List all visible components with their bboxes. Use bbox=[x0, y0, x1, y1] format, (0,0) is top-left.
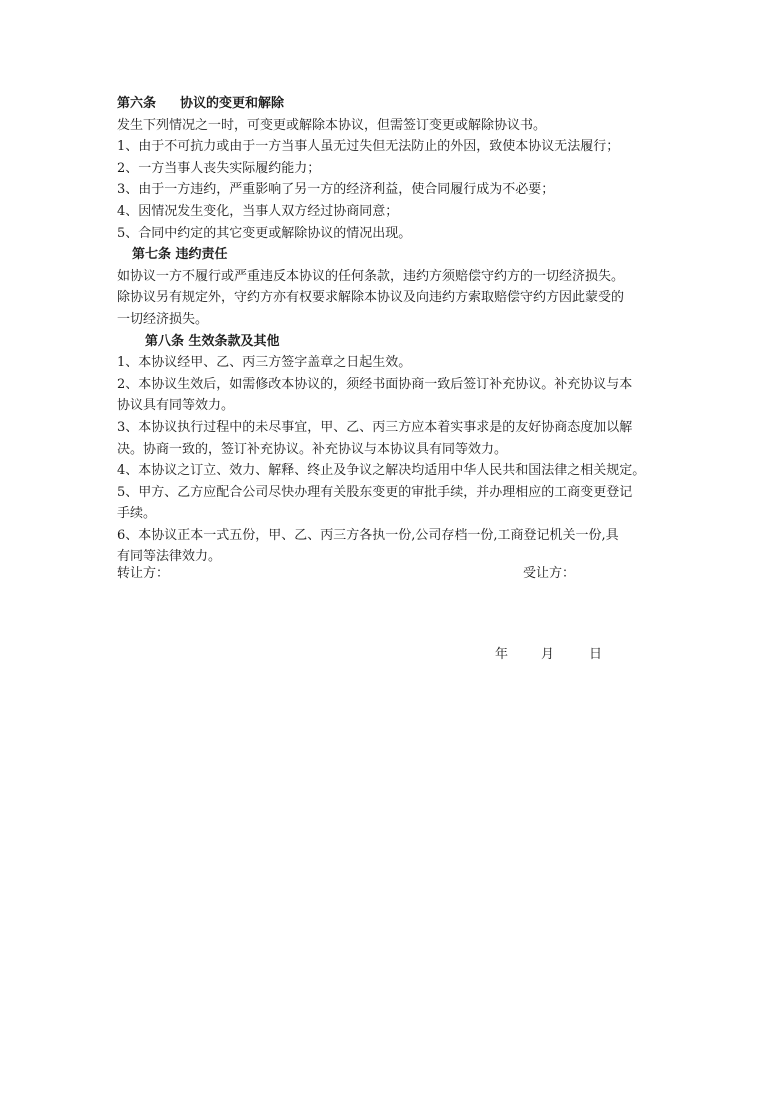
section8-line: 手续。 bbox=[117, 506, 157, 522]
section8-line: 6、本协议正本一式五份，甲、乙、丙三方各执一份,公司存档一份,工商登记机关一份,具 bbox=[117, 527, 619, 543]
transferee-label: 受让方： bbox=[523, 566, 576, 581]
section6-heading bbox=[117, 93, 662, 115]
agreement-body bbox=[117, 93, 662, 568]
section7-line: 除协议另有规定外，守约方亦有权要求解除本协议及向违约方索取赔偿守约方因此蒙受的 bbox=[117, 290, 625, 306]
section6-item: 2、一方当事人丧失实际履约能力； bbox=[117, 160, 321, 176]
section8-line: 2、本协议生效后，如需修改本协议的，须经书面协商一致后签订补充协议。补充协议与本 bbox=[117, 376, 633, 392]
date-year-label: 年 bbox=[495, 647, 509, 662]
section7-line: 一切经济损失。 bbox=[117, 311, 209, 327]
section8-line: 有同等法律效力。 bbox=[117, 549, 222, 565]
section6-item: 5、合同中约定的其它变更或解除协议的情况出现。 bbox=[117, 225, 412, 241]
section6-number: 第六条 bbox=[117, 96, 157, 111]
section8-line: 5、甲方、乙方应配合公司尽快办理有关股东变更的审批手续，并办理相应的工商变更登记 bbox=[117, 484, 633, 500]
section7-heading: 第七条 违约责任 bbox=[132, 247, 228, 263]
signature-row bbox=[117, 563, 577, 585]
section7-line: 如协议一方不履行或严重违反本协议的任何条款，违约方须赔偿守约方的一切经济损失。 bbox=[117, 268, 625, 284]
section6-item: 3、由于一方违约，严重影响了另一方的经济利益，使合同履行成为不必要； bbox=[117, 182, 555, 198]
section8-line: 决。协商一致的，签订补充协议。补充协议与本协议具有同等效力。 bbox=[117, 441, 508, 457]
date-month-label: 月 bbox=[541, 647, 555, 662]
section8-line: 3、本协议执行过程中的未尽事宜，甲、乙、丙三方应本着实事求是的友好协商态度加以解 bbox=[117, 419, 633, 435]
section8-line: 1、本协议经甲、乙、丙三方签字盖章之日起生效。 bbox=[117, 355, 412, 371]
section6-item: 1、由于不可抗力或由于一方当事人虽无过失但无法防止的外因，致使本协议无法履行； bbox=[117, 139, 620, 155]
date-day-label: 日 bbox=[589, 647, 603, 662]
section8-heading: 第八条 生效条款及其他 bbox=[145, 333, 280, 349]
section8-line: 4、本协议之订立、效力、解释、终止及争议之解决均适用中华人民共和国法律之相关规定。 bbox=[117, 463, 646, 479]
section6-title: 协议的变更和解除 bbox=[180, 96, 285, 111]
transferor-label: 转让方： bbox=[117, 566, 170, 581]
section6-item: 4、因情况发生变化，当事人双方经过协商同意； bbox=[117, 203, 399, 219]
section8-line: 协议具有同等效力。 bbox=[117, 398, 235, 414]
section6-intro: 发生下列情况之一时，可变更或解除本协议，但需签订变更或解除协议书。 bbox=[117, 117, 547, 133]
date-line bbox=[495, 644, 602, 666]
